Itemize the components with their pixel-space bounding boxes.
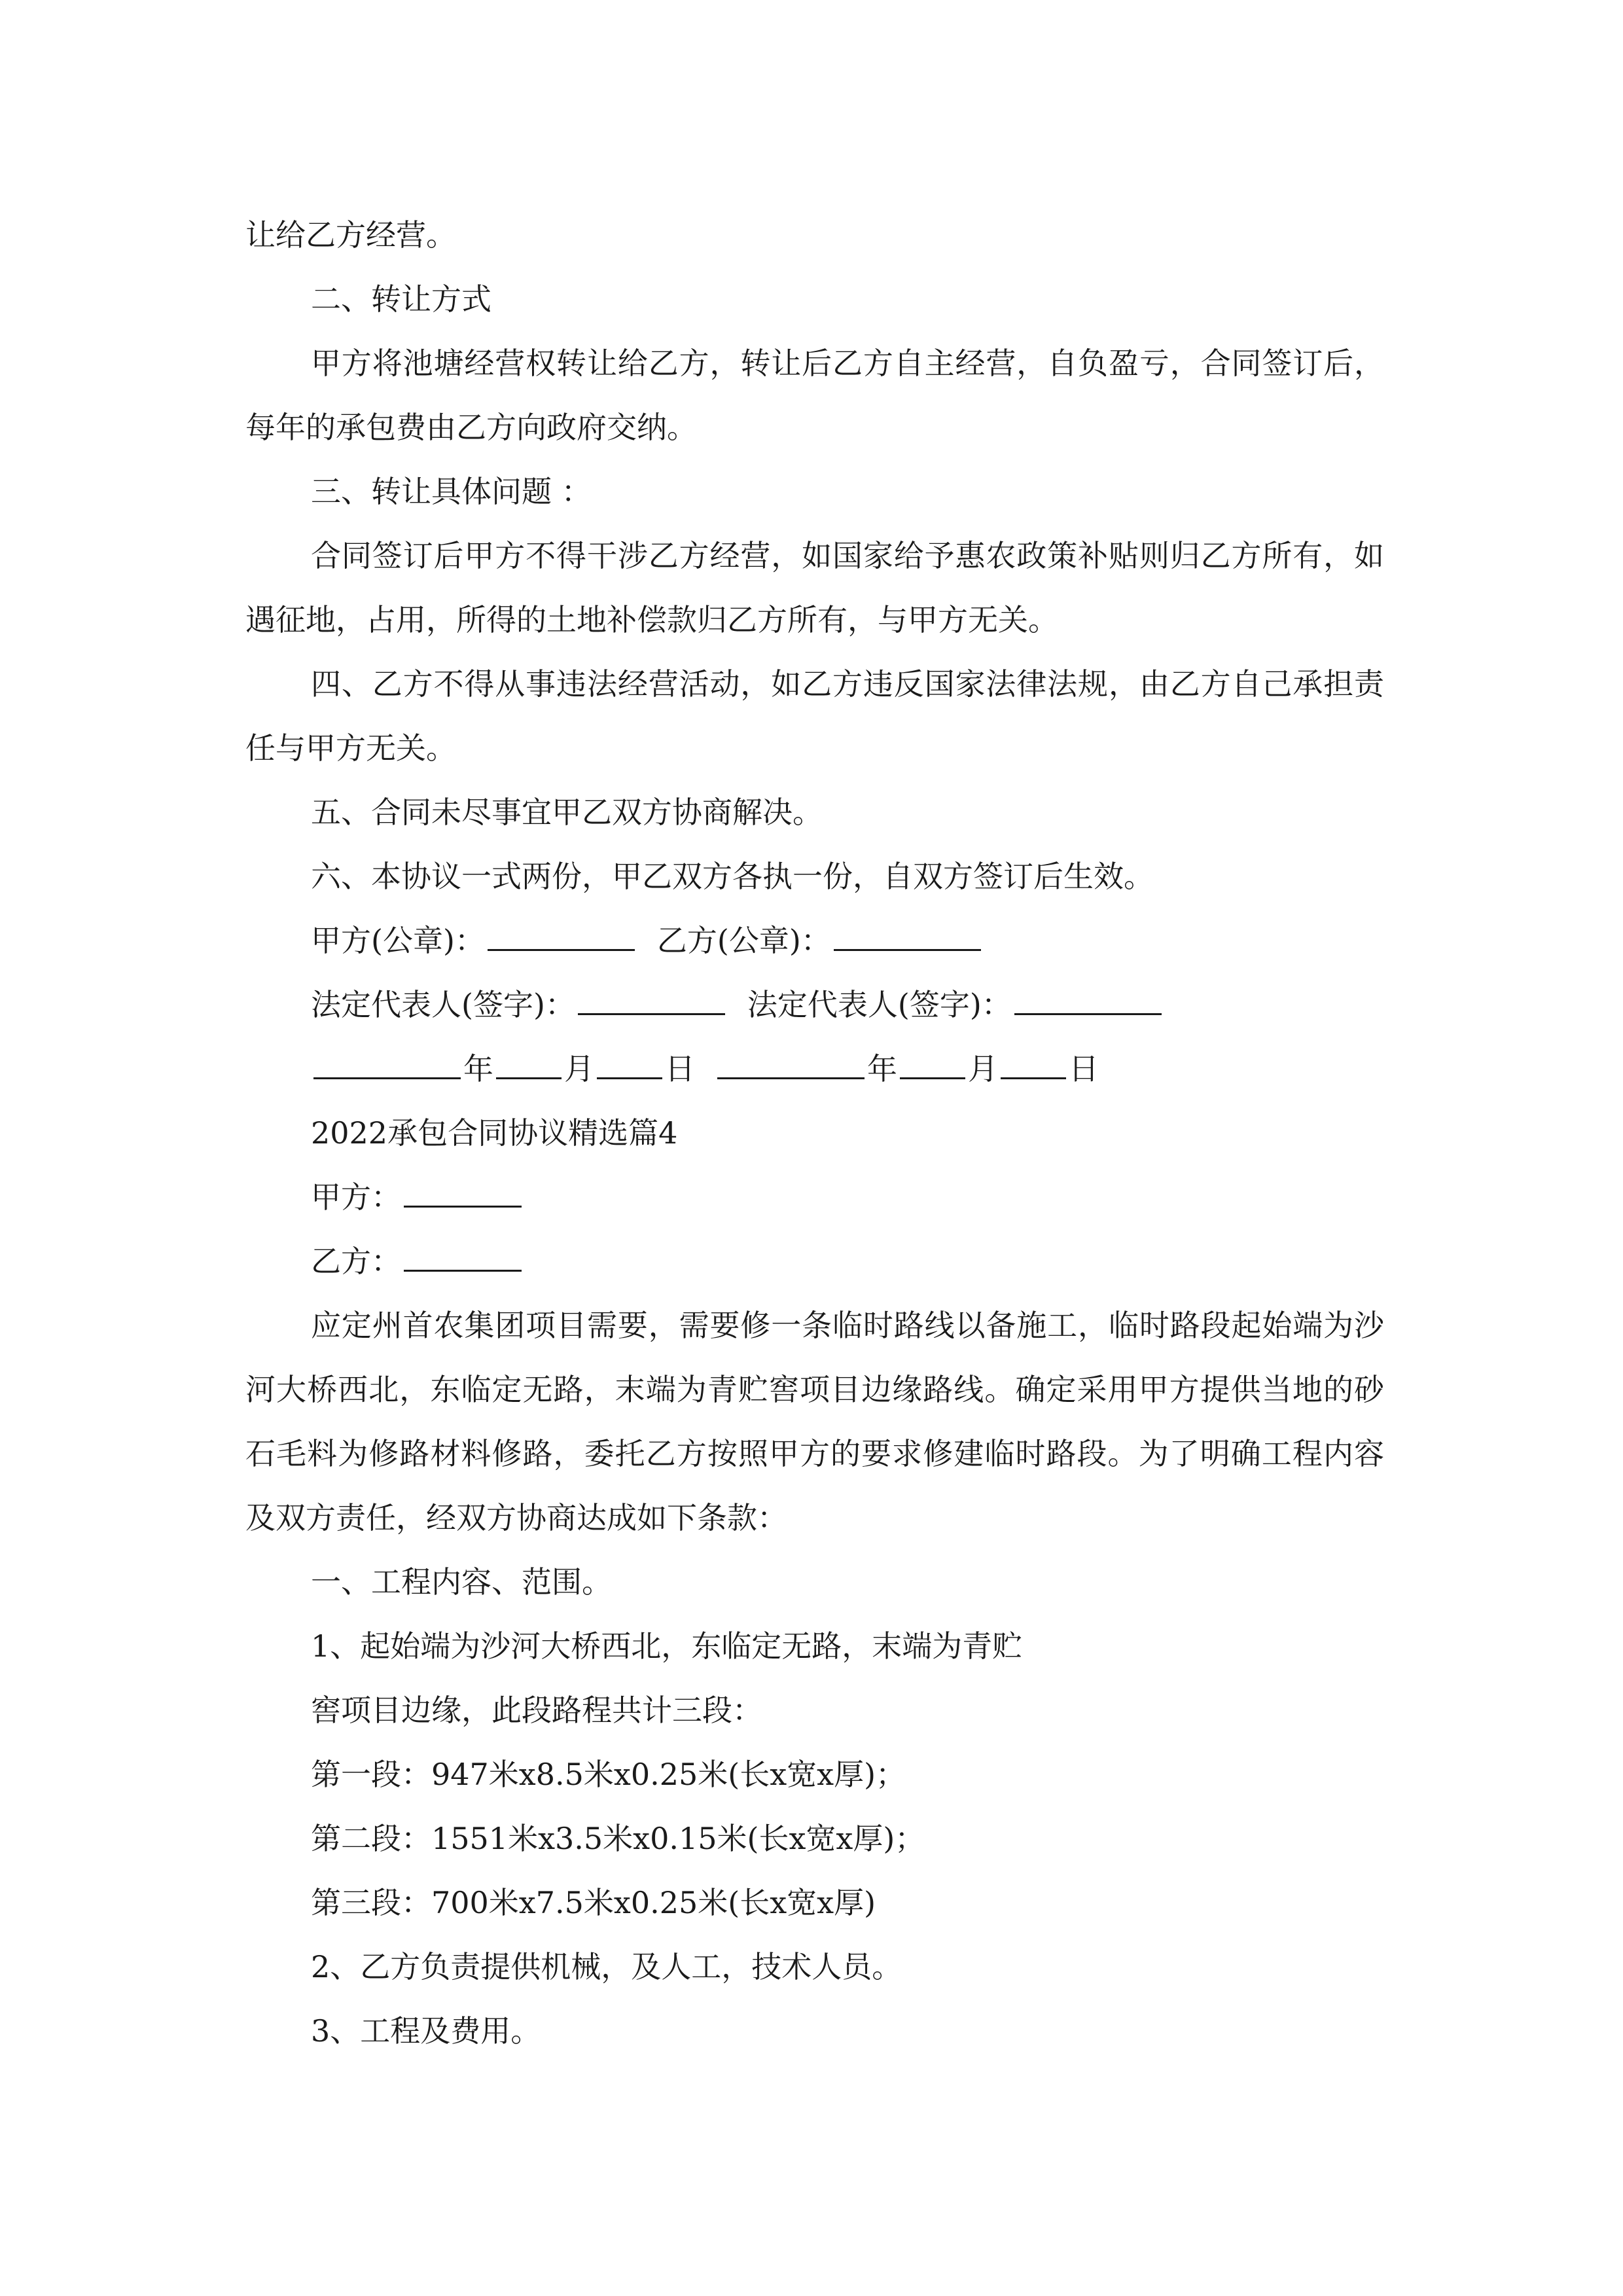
clause-3-body: 合同签订后甲方不得干涉乙方经营，如国家给予惠农政策补贴则归乙方所有，如遇征地，占用，所得的土地补偿款归乙方所有，与甲方无关。 [245,538,1384,637]
date-b-year-blank [717,1045,865,1079]
item-3: 3、工程及费用。 [311,2013,541,2049]
party-a-blank [404,1173,522,1208]
representative-line [245,973,1384,1037]
document-body [245,203,1384,2063]
section-4-title: 2022承包合同协议精选篇4 [311,1115,678,1151]
party-a-seal-blank [488,916,635,951]
date-a-year-blank [313,1045,461,1079]
clause-4: 四、乙方不得从事违法经营活动，如乙方违反国家法律法规，由乙方自己承担责任与甲方无关。 [245,666,1384,766]
party-b-seal-label: 乙方(公章)： [656,923,831,958]
rep-a-label: 法定代表人(签字)： [311,987,575,1022]
item-2: 2、乙方负责提供机械，及人工，技术人员。 [311,1949,902,1984]
segment-2: 第二段：1551米x3.5米x0.15米(长x宽x厚)； [311,1821,925,1856]
clause-6: 六、本协议一式两份，甲乙双方各执一份，自双方签订后生效。 [311,859,1154,894]
date-b-month: 月 [968,1051,998,1086]
party-a-line [245,1165,1384,1229]
party-b-seal-blank [834,916,981,951]
party-b-blank [404,1237,522,1272]
seal-line [245,908,1384,973]
date-a-month: 月 [564,1051,594,1086]
clause-5: 五、合同未尽事宜甲乙双方协商解决。 [311,795,823,830]
item-1-line-1: 1、起始端为沙河大桥西北，东临定无路，末端为青贮 [311,1628,1023,1664]
paragraph-continuation: 让给乙方经营。 [245,217,456,253]
intro-paragraph: 应定州首农集团项目需要，需要修一条临时路线以备施工，临时路段起始端为沙河大桥西北，东临定无路，末端为青贮窖项目边缘路线。确定采用甲方提供当地的砂石毛料为修路材料修路，委托乙方按照甲方的要求修建临时路段。为了明确工程内容及双方责任，经双方协商达成如下条款： [245,1308,1384,1535]
date-a-day-blank [597,1045,662,1079]
rep-a-blank [578,980,725,1015]
party-a-seal-label: 甲方(公章)： [311,923,485,958]
date-a-month-blank [496,1045,562,1079]
clause-1-heading: 一、工程内容、范围。 [311,1564,612,1600]
clause-3-heading: 三、转让具体问题 ： [311,474,592,509]
item-1-line-2: 窖项目边缘，此段路程共计三段： [311,1693,762,1728]
segment-1: 第一段：947米x8.5米x0.25米(长x宽x厚)； [311,1757,906,1792]
clause-2-heading: 二、转让方式 [311,281,491,317]
rep-b-blank [1014,980,1162,1015]
date-line [245,1037,1384,1101]
party-b-line [245,1229,1384,1293]
rep-b-label: 法定代表人(签字)： [747,987,1012,1022]
clause-2-body: 甲方将池塘经营权转让给乙方，转让后乙方自主经营，自负盈亏，合同签订后，每年的承包费由乙方向政府交纳。 [245,346,1384,445]
date-b-day: 日 [1069,1051,1099,1086]
date-a-day: 日 [665,1051,695,1086]
segment-3: 第三段：700米x7.5米x0.25米(长x宽x厚) [311,1885,876,1920]
date-b-year: 年 [867,1051,897,1086]
party-a-label: 甲方： [311,1179,401,1215]
date-a-year: 年 [463,1051,493,1086]
date-b-month-blank [900,1045,965,1079]
date-b-day-blank [1001,1045,1066,1079]
party-b-label: 乙方： [311,1244,401,1279]
